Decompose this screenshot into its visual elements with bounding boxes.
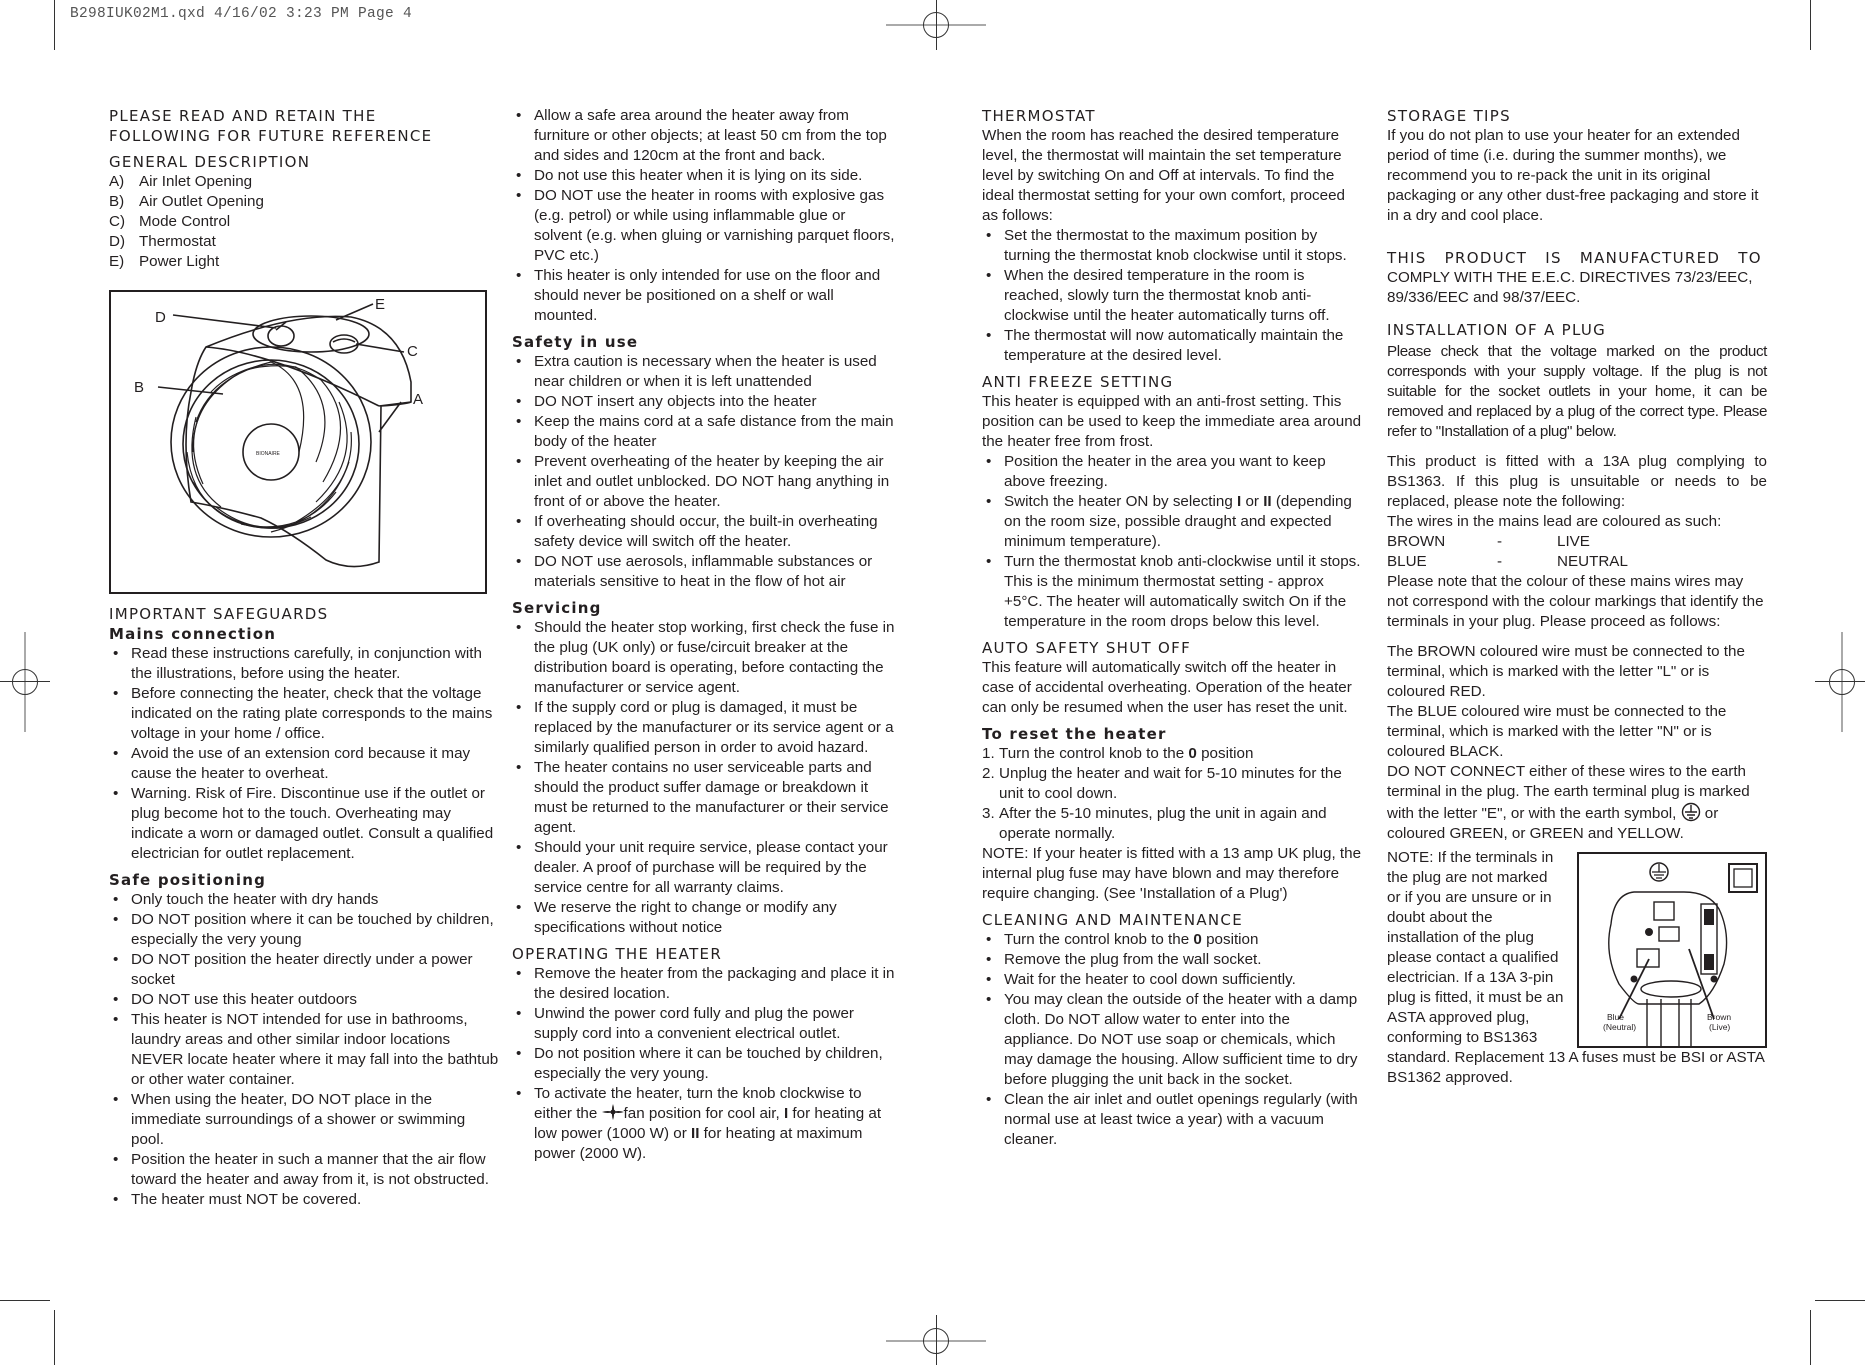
plug-p5: The BROWN coloured wire must be connected to the terminal, which is marked with the letter "L" or is coloured RED.	[1387, 643, 1745, 700]
list-item: • DO NOT use aerosols, inflammable substances or materials sensitive to heat in the flow of hot air	[512, 552, 897, 592]
storage-tips-heading: STORAGE TIPS	[1387, 107, 1511, 125]
cleaning-list	[982, 930, 1362, 1150]
plug-p7: DO NOT CONNECT either of these wires to the earth terminal in the plug. The earth terminal plug is marked with the letter "E", or with the earth symbol, or coloured GREEN, or GREEN and YELLOW.	[1387, 763, 1750, 842]
plug-p6: The BLUE coloured wire must be connected to the terminal, which is marked with the letter "N" or is coloured BLACK.	[1387, 703, 1727, 760]
dash: -	[1497, 553, 1503, 570]
column-3	[982, 106, 1362, 1150]
crop-mark	[1810, 0, 1811, 50]
plug-note: NOTE: If the terminals in the plug are not marked or if you are unsure or in doubt about the installation of the plug please contact a qualified electrician. If a 13A 3-pin plug is fitted, it must be an ASTA approved plug, conforming to BS1363 standard. Replacement 13 A fuses must be BSI or ASTA BS1362 approved.	[1387, 849, 1765, 1086]
eec-heading: THIS PRODUCT IS MANUFACTURED TO	[1387, 249, 1762, 267]
list-item: • Before connecting the heater, check that the voltage indicated on the rating plate corresponds to the mains voltage in your home / office.	[109, 684, 499, 744]
svg-text:A: A	[413, 391, 424, 408]
part-item: D) Thermostat	[109, 233, 216, 250]
list-item: • DO NOT use this heater outdoors	[109, 990, 499, 1010]
servicing-heading: Servicing	[512, 599, 602, 617]
wire-role: LIVE	[1557, 533, 1590, 550]
crop-mark	[1810, 1310, 1811, 1365]
title-line-2: FOLLOWING FOR FUTURE REFERENCE	[109, 127, 433, 145]
list-item: • Position the heater in such a manner that the air flow toward the heater and away from it, is not obstructed.	[109, 1150, 499, 1190]
column-2	[512, 106, 897, 1164]
column-1	[109, 106, 499, 1210]
plug-p3: The wires in the mains lead are coloured as such:	[1387, 513, 1722, 530]
parts-list	[109, 172, 499, 272]
servicing-list	[512, 618, 897, 938]
plug-wiring-diagram	[1577, 852, 1767, 1048]
list-item: • Turn the thermostat knob anti-clockwise until it stops. This is the minimum thermostat setting - approx +5°C. The heater will automatically switch On if the temperature in the room drops below this level.	[982, 552, 1362, 632]
column-4	[1387, 106, 1767, 1088]
earth-symbol-icon	[1681, 802, 1701, 822]
list-item: • When using the heater, DO NOT place in the immediate surroundings of a shower or swimming pool.	[109, 1090, 499, 1150]
svg-text:D: D	[155, 309, 166, 326]
reset-note: NOTE: If your heater is fitted with a 13 amp UK plug, the internal plug fuse may have blown and may therefore require changing. (See 'Installation of a Plug')	[982, 845, 1362, 902]
list-item: • Unwind the power cord fully and plug the power supply cord into a convenient electrical outlet.	[512, 1004, 897, 1044]
list-item: • Do not position where it can be touched by children, especially the very young.	[512, 1044, 897, 1084]
list-item: • The heater must NOT be covered.	[109, 1190, 499, 1210]
list-item: • Switch the heater ON by selecting I or II (depending on the room size, possible draught and expected minimum temperature).	[982, 492, 1362, 552]
document-title	[109, 106, 499, 146]
list-item: • If overheating should occur, the built-in overheating safety device will switch off the heater.	[512, 512, 897, 552]
list-item: • Should the heater stop working, first check the fuse in the plug (UK only) or fuse/circuit breaker at the distribution board is operating, before contacting the manufacturer or service agent.	[512, 618, 897, 698]
cleaning-heading: CLEANING AND MAINTENANCE	[982, 911, 1243, 929]
auto-shut-off-text: This feature will automatically switch off the heater in case of accidental overheating. Operation of the heater can only be resumed when the user has reset the unit.	[982, 659, 1352, 716]
list-item: • The thermostat will now automatically maintain the temperature at the desired level.	[982, 326, 1362, 366]
reset-steps	[982, 744, 1362, 844]
list-item: • Read these instructions carefully, in conjunction with the illustrations, before using the heater.	[109, 644, 499, 684]
printer-slug: B298IUK02M1.qxd 4/16/02 3:23 PM Page 4	[70, 6, 413, 22]
svg-text:E: E	[375, 296, 386, 313]
list-item: • Remove the heater from the packaging and place it in the desired location.	[512, 964, 897, 1004]
svg-text:(Live): (Live)	[1709, 1022, 1731, 1032]
general-description-heading: GENERAL DESCRIPTION	[109, 153, 311, 171]
crop-mark	[0, 1300, 50, 1301]
svg-text:Brown: Brown	[1707, 1012, 1732, 1022]
thermostat-heading: THERMOSTAT	[982, 107, 1096, 125]
crop-mark	[1815, 1300, 1865, 1301]
list-item: • Warning. Risk of Fire. Discontinue use if the outlet or plug become hot to the touch. Overheating may indicate a worn or damaged outlet. Consult a qualified electrician for outlet replacement.	[109, 784, 499, 864]
part-item: C) Mode Control	[109, 213, 231, 230]
list-item: • We reserve the right to change or modify any specifications without notice	[512, 898, 897, 938]
operating-list	[512, 964, 897, 1164]
anti-freeze-heading: ANTI FREEZE SETTING	[982, 373, 1174, 391]
svg-text:(Neutral): (Neutral)	[1603, 1022, 1637, 1032]
crop-mark	[54, 0, 55, 50]
list-item: • Remove the plug from the wall socket.	[982, 950, 1362, 970]
list-item: • Set the thermostat to the maximum position by turning the thermostat knob clockwise until it stops.	[982, 226, 1362, 266]
svg-text:C: C	[407, 343, 418, 360]
plug-installation-heading: INSTALLATION OF A PLUG	[1387, 321, 1607, 339]
list-item: • Keep the mains cord at a safe distance from the main body of the heater	[512, 412, 897, 452]
thermostat-list	[982, 226, 1362, 366]
step-item: 2. Unplug the heater and wait for 5-10 minutes for the unit to cool down.	[982, 765, 1342, 802]
heater-illustration	[109, 290, 487, 594]
crop-mark	[0, 50, 50, 51]
anti-freeze-list	[982, 452, 1362, 632]
thermostat-intro: When the room has reached the desired temperature level, the thermostat will maintain the set temperature level by switching On and Off at intervals. To find the ideal thermostat setting for your own comfort, proceed as follows:	[982, 127, 1345, 224]
safe-positioning-list-continued	[512, 106, 897, 326]
list-item: • Do not use this heater when it is lying on its side.	[512, 166, 897, 186]
eec-text: COMPLY WITH THE E.E.C. DIRECTIVES 73/23/EEC, 89/336/EEC and 98/37/EEC.	[1387, 269, 1753, 306]
part-item: B) Air Outlet Opening	[109, 193, 264, 210]
list-item: • If the supply cord or plug is damaged, it must be replaced by the manufacturer or its service agent or a similarly qualified person in order to avoid hazard.	[512, 698, 897, 758]
part-item: E) Power Light	[109, 253, 220, 270]
list-item: • Allow a safe area around the heater away from furniture or other objects; at least 50 cm from the top and sides and 120cm at the front and back.	[512, 106, 897, 166]
safety-in-use-heading: Safety in use	[512, 333, 639, 351]
wire-colour-table	[1387, 532, 1767, 572]
svg-text:BIONAIRE: BIONAIRE	[256, 451, 280, 457]
list-item: • DO NOT position where it can be touched by children, especially the very young	[109, 910, 499, 950]
list-item: • You may clean the outside of the heater with a damp cloth. Do NOT allow water to enter into the appliance. Do NOT use soap or chemicals, which may damage the housing. Allow sufficient time to dry before plugging the unit back in the socket.	[982, 990, 1362, 1090]
svg-text:Blue: Blue	[1607, 1012, 1625, 1022]
auto-shut-off-heading: AUTO SAFETY SHUT OFF	[982, 639, 1192, 657]
operating-heading: OPERATING THE HEATER	[512, 945, 723, 963]
list-item: • Wait for the heater to cool down sufficiently.	[982, 970, 1362, 990]
step-item: 3. After the 5-10 minutes, plug the unit in again and operate normally.	[982, 805, 1327, 842]
list-item: • The heater contains no user serviceable parts and should the product suffer damage or breakdown it must be returned to the manufacturer or their service agent.	[512, 758, 897, 838]
list-item: • DO NOT use the heater in rooms with explosive gas (e.g. petrol) or while using inflammable glue or solvent (e.g. when gluing or varnishing parquet floors, PVC etc.)	[512, 186, 897, 266]
mains-connection-heading: Mains connection	[109, 625, 277, 643]
list-item: • DO NOT insert any objects into the heater	[512, 392, 897, 412]
list-item: • Avoid the use of an extension cord because it may cause the heater to overheat.	[109, 744, 499, 784]
list-item: • When the desired temperature in the room is reached, slowly turn the thermostat knob anti-clockwise until the heater automatically turns off.	[982, 266, 1362, 326]
reset-heading: To reset the heater	[982, 725, 1167, 743]
wire-colour: BROWN	[1387, 533, 1446, 550]
list-item: • To activate the heater, turn the knob clockwise to either the fan position for cool air, I for heating at low power (1000 W) or II for heating at maximum power (2000 W).	[512, 1084, 897, 1164]
plug-note-block	[1387, 848, 1767, 1088]
plug-p2: This product is fitted with a 13A plug complying to BS1363. If this plug is unsuitable or needs to be replaced, please note the following:	[1387, 453, 1767, 510]
plug-p1: Please check that the voltage marked on the product corresponds with your supply voltage. If the plug is not suitable for the socket outlets in your home, it can be removed and replaced by a plug of the correct type. Please refer to "Installation of a plug" below.	[1387, 343, 1767, 440]
list-item: • Turn the control knob to the 0 position	[982, 930, 1362, 950]
plug-p4: Please note that the colour of these mains wires may not correspond with the colour markings that identify the terminals in your plug. Please proceed as follows:	[1387, 573, 1764, 630]
safety-in-use-list	[512, 352, 897, 592]
fan-heater-drawing	[111, 292, 485, 592]
mains-connection-list	[109, 644, 499, 864]
list-item: • Position the heater in the area you want to keep above freezing.	[982, 452, 1362, 492]
wire-colour: BLUE	[1387, 553, 1427, 570]
list-item: • This heater is NOT intended for use in bathrooms, laundry areas and other similar indoor locations NEVER locate heater where it may fall into the bathtub or other water container.	[109, 1010, 499, 1090]
crop-mark	[54, 1310, 55, 1365]
list-item: • Extra caution is necessary when the heater is used near children or when it is left unattended	[512, 352, 897, 392]
list-item: • Should your unit require service, please contact your dealer. A proof of purchase will be required by the service centre for all warranty claims.	[512, 838, 897, 898]
list-item: • Prevent overheating of the heater by keeping the air inlet and outlet unblocked. DO NOT hang anything in front of or above the heater.	[512, 452, 897, 512]
storage-tips-text: If you do not plan to use your heater for an extended period of time (i.e. during the summer months), we recommend you to re-pack the unit in its original packaging or any other dust-free packaging and store it in a dry and cool place.	[1387, 127, 1759, 224]
anti-freeze-intro: This heater is equipped with an anti-frost setting. This position can be used to keep the immediate area around the heater free from frost.	[982, 393, 1362, 450]
list-item: • DO NOT position the heater directly under a power socket	[109, 950, 499, 990]
title-line-1: PLEASE READ AND RETAIN THE	[109, 107, 377, 125]
list-item: • Clean the air inlet and outlet openings regularly (with normal use at least twice a year) with a vacuum cleaner.	[982, 1090, 1362, 1150]
important-safeguards-heading: IMPORTANT SAFEGUARDS	[109, 605, 329, 623]
step-item: 1. Turn the control knob to the 0 position	[982, 745, 1254, 762]
safe-positioning-list	[109, 890, 499, 1210]
wire-role: NEUTRAL	[1557, 553, 1628, 570]
fan-icon	[602, 1104, 624, 1120]
list-item: • Only touch the heater with dry hands	[109, 890, 499, 910]
safe-positioning-heading: Safe positioning	[109, 871, 267, 889]
list-item: • This heater is only intended for use on the floor and should never be positioned on a shelf or wall mounted.	[512, 266, 897, 326]
svg-text:B: B	[134, 379, 145, 396]
part-item: A) Air Inlet Opening	[109, 173, 253, 190]
dash: -	[1497, 533, 1503, 550]
